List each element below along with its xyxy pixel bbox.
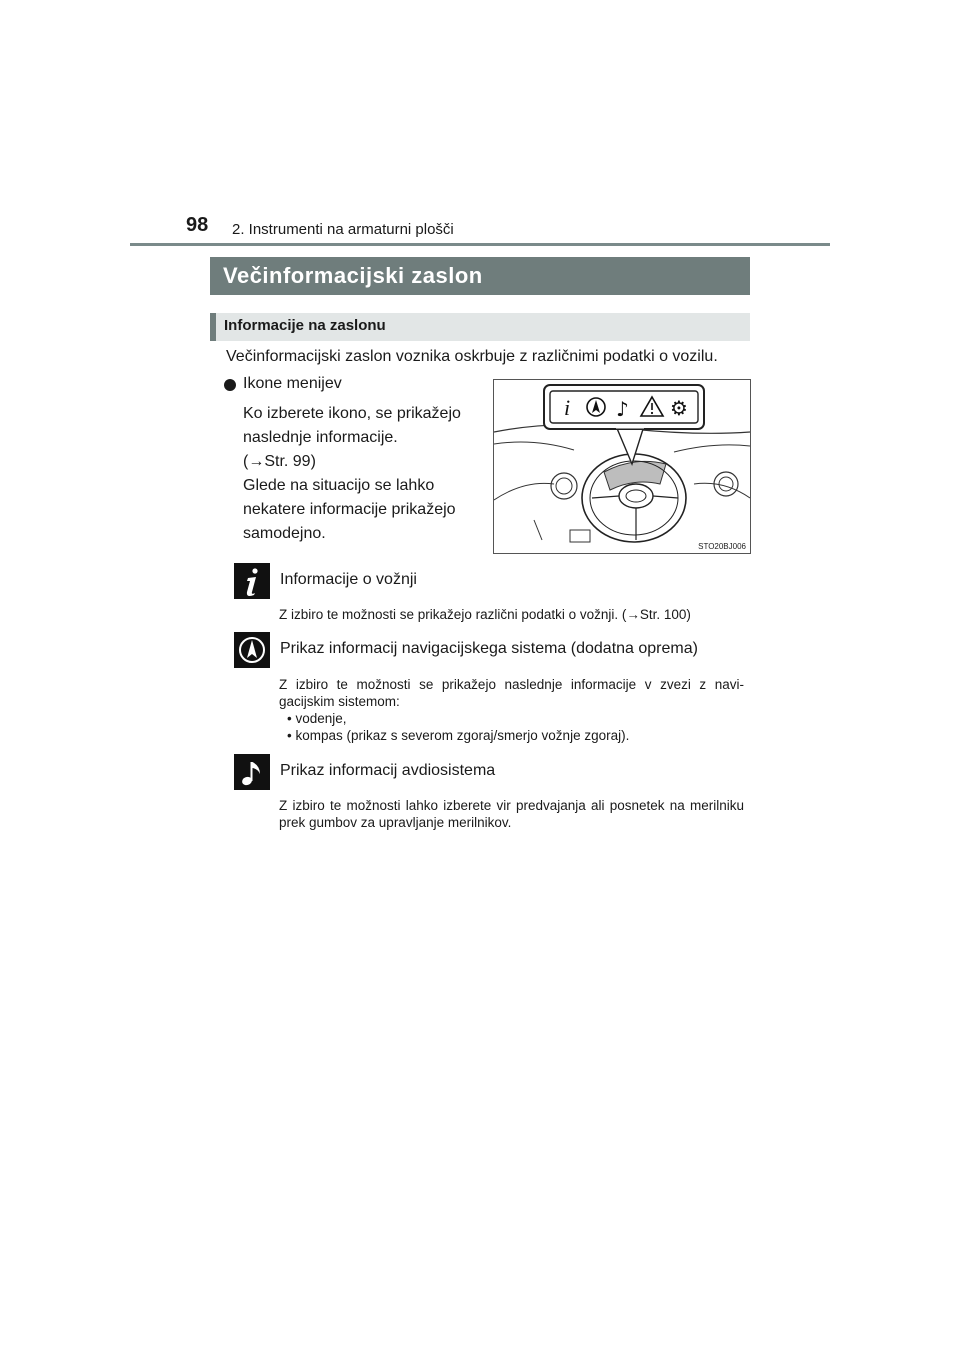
- subsection-accent: [210, 313, 216, 341]
- item-description: Z izbiro te možnosti lahko izberete vir predvajanja ali posnetek na merilniku prek gumbov za upravljanje merilnikov.: [279, 798, 744, 830]
- bullet-desc-line: nekatere informacije prikažejo: [243, 501, 456, 518]
- page-number: 98: [186, 214, 209, 236]
- item-desc-text: Z izbiro te možnosti se prikažejo naslednje informacije v zvezi z navi-gacijskim sistemom:: [279, 677, 744, 709]
- item-title: Prikaz informacij avdiosistema: [280, 762, 496, 779]
- bullet-description: [243, 402, 479, 546]
- intro-text: Večinformacijski zaslon voznika oskrbuje z različnimi podatki o vozilu.: [226, 348, 718, 365]
- item-title: Informacije o vožnji: [280, 571, 417, 588]
- bullet-desc-line: samodejno.: [243, 525, 326, 542]
- header-divider: [130, 243, 830, 246]
- info-icon: i: [564, 395, 571, 420]
- item-description: Z izbiro te možnosti se prikažejo različni podatki o vožnji. (→Str. 100): [279, 607, 691, 622]
- music-note-icon: [234, 754, 270, 790]
- music-note-icon: ♪: [616, 397, 629, 421]
- item-sub-bullet: • vodenje,: [287, 711, 347, 726]
- item-description: [279, 676, 744, 744]
- item-sub-bullet: • kompas (prikaz s severom zgoraj/smerjo vožnje zgoraj).: [287, 728, 630, 743]
- figure-code: STO20BJ006: [698, 542, 746, 551]
- bullet-dot: [224, 379, 236, 391]
- navigation-icon: [234, 632, 270, 668]
- dashboard-drawing: [494, 380, 750, 553]
- bullet-desc-line: Ko izberete ikono, se prikažejo: [243, 405, 461, 422]
- bullet-desc-line: naslednje informacije.: [243, 429, 398, 446]
- section-title: Večinformacijski zaslon: [223, 263, 483, 288]
- chapter-title: 2. Instrumenti na armaturni plošči: [232, 221, 454, 238]
- info-icon: [234, 563, 270, 599]
- bullet-desc-line: Glede na situacijo se lahko: [243, 477, 435, 494]
- item-title: Prikaz informacij navigacijskega sistema (dodatna oprema): [280, 640, 698, 657]
- bullet-title: Ikone menijev: [243, 375, 342, 392]
- bullet-desc-line: (→Str. 99): [243, 453, 316, 470]
- subsection-title: Informacije na zaslonu: [224, 317, 386, 334]
- gear-icon: ⚙: [670, 396, 688, 420]
- dashboard-illustration: [493, 379, 751, 554]
